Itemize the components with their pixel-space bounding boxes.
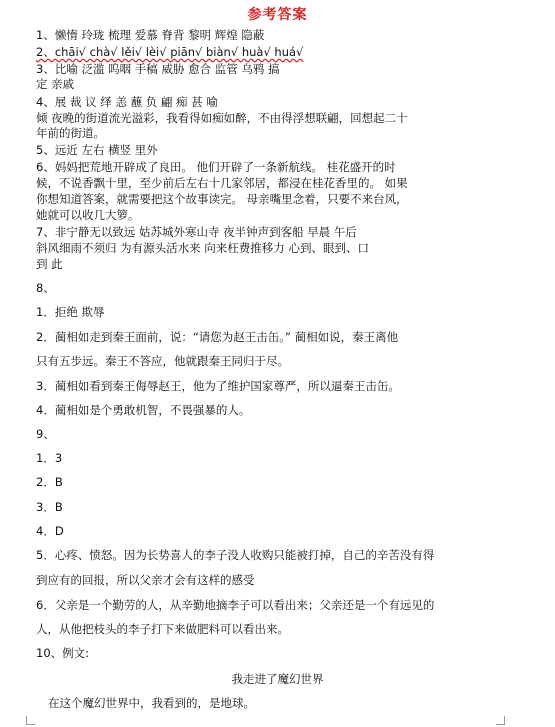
answer-7-line-3: 到 此 [36,257,63,271]
answer-10-heading: 10、例文: [36,646,90,660]
answer-9-5-line-1: 5．心疼、愤怒。因为长势喜人的李子没人收购只能被打掉，自己的辛苦没有得 [36,548,435,562]
answer-7-line-2: 斜风细雨不须归 为有源头活水来 向来枉费推移力 心到、眼到、口 [36,241,369,255]
answer-8-1: 1．拒绝 欺辱 [36,305,105,319]
answer-2 [36,45,546,60]
answer-9-6-line-2: 人，从他把枝头的李子打下来做肥料可以看出来。 [36,622,289,636]
answer-9-3: 3．B [36,500,63,514]
answer-9-1: 1．3 [36,451,63,465]
answer-6-line-1: 6、妈妈把荒地开辟成了良田。 他们开辟了一条新航线。 桂花盛开的时 [36,160,396,174]
answer-5: 5、远近 左右 横竖 里外 [36,143,158,157]
answer-4-line-1: 4、展 裁 议 绎 恙 蘸 负 翩 痴 甚 喻 [36,95,218,109]
answer-8-2-line-1: 2．蔺相如走到秦王面前，说：“请您为赵王击缶。” 蔺相如说，秦王离他 [36,330,399,344]
answer-6-line-4: 她就可以收几大箩。 [36,208,140,222]
answer-1: 1、懒惰 玲珑 梳理 爱慕 脊背 黎明 辉煌 隐蔽 [36,28,265,42]
answer-4-line-2: 倾 夜晚的街道流光溢彩，我看得如痴如醉，不由得浮想联翩，回想起二十 [36,111,408,125]
answer-8-3: 3．蔺相如看到秦王侮辱赵王，他为了维护国家尊严，所以逼秦王击缶。 [36,379,400,393]
answer-3-line-1: 3、比喻 泛滥 呜咽 手稿 威胁 愈合 监管 乌鸦 搞 [36,62,280,76]
page-corner-mark-left [26,716,35,725]
answer-9-5-line-2: 到应有的回报，所以父亲才会有这样的感受 [36,573,255,587]
answer-6-line-3: 你想知道答案，就需要把这个故事读完。 母亲嘴里念着，只要不来台风， [36,192,408,206]
answer-8-heading: 8、 [36,281,55,295]
answer-9-4: 4．D [36,524,64,538]
answer-9-heading: 9、 [36,427,55,441]
answer-8-4: 4．蔺相如是个勇敢机智，不畏强暴的人。 [36,403,251,417]
answer-7-line-1: 7、非宁静无以致远 姑苏城外寒山寺 夜半钟声到客船 早晨 午后 [36,225,357,239]
answer-9-2: 2．B [36,475,63,489]
essay-title: 我走进了魔幻世界 [231,672,324,686]
page-corner-mark-right [496,716,505,725]
answer-9-6-line-1: 6．父亲是一个勤劳的人，从辛勤地摘李子可以看出来；父亲还是一个有远见的 [36,598,435,612]
answer-6-line-2: 候，不说香飘十里，至少前后左右十几家邻居，都浸在桂花香里的。 如果 [36,176,408,190]
pinyin-answers: 2、chāi√ chà√ lěi√ lèi√ piān√ biàn√ huà√ huá√ [36,45,304,59]
answer-3-line-2: 定 亲戚 [36,77,75,91]
essay-first-line: 在这个魔幻世界中，我看到的，是地球。 [48,696,255,710]
answer-8-2-line-2: 只有五步远。秦王不答应，他就跟秦王同归于尽。 [36,354,289,368]
answer-4-line-3: 年前的街道。 [36,126,105,140]
page-title: 参考答案 [247,7,308,23]
